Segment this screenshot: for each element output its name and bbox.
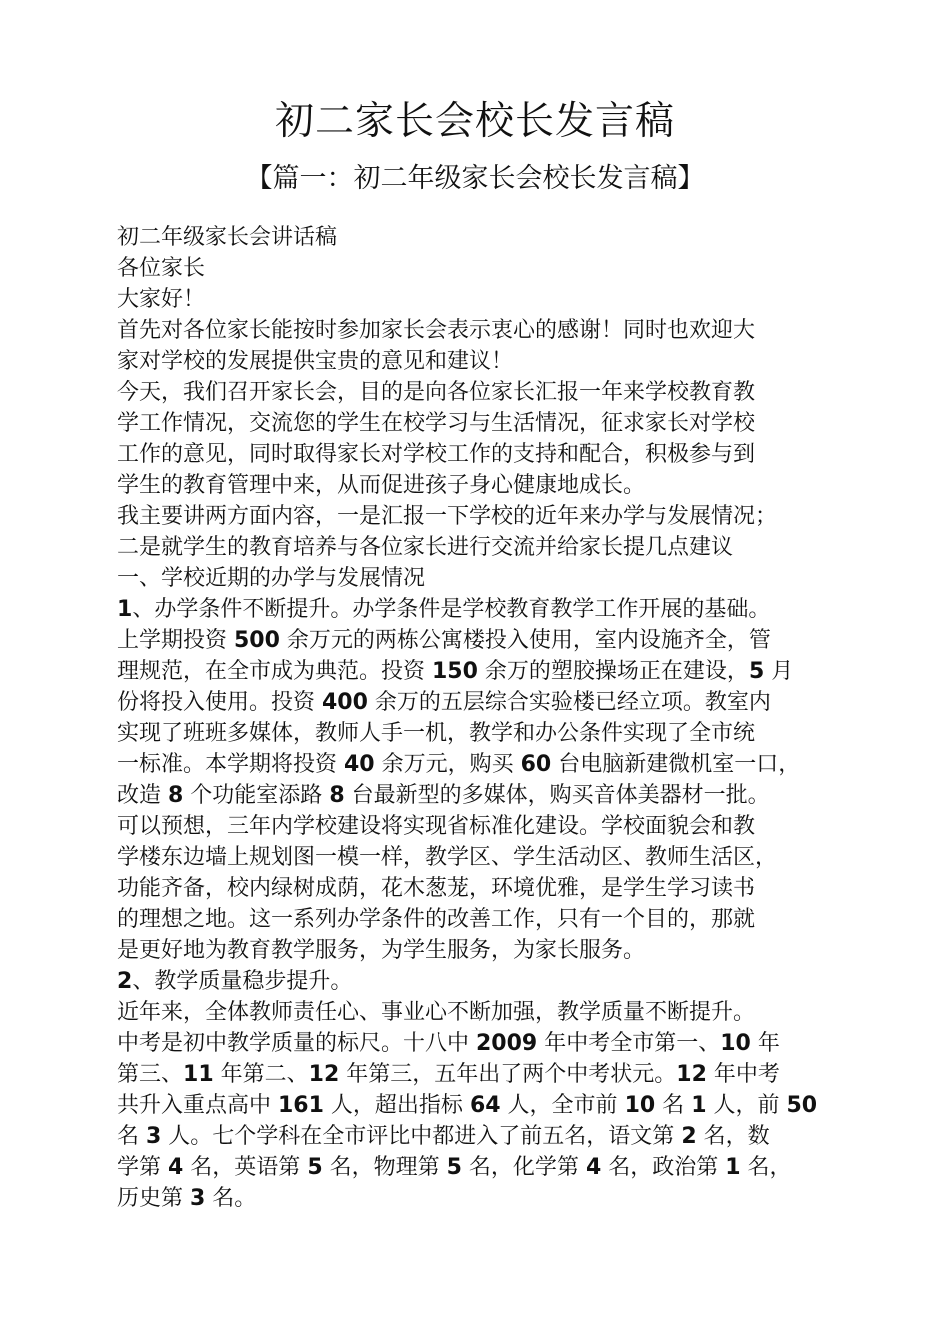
paragraph-line: 中考是初中教学质量的标尺。十八中 2009 年中考全市第一、10 年 xyxy=(117,1031,780,1056)
paragraph-line: 工作的意见，同时取得家长对学校工作的支持和配合，积极参与到 xyxy=(117,442,756,467)
paragraph-line: 首先对各位家长能按时参加家长会表示衷心的感谢！同时也欢迎大 xyxy=(117,318,756,343)
paragraph-line: 1、办学条件不断提升。办学条件是学校教育教学工作开展的基础。 xyxy=(117,597,771,622)
paragraph-line: 一标准。本学期将投资 40 余万元，购买 60 台电脑新建微机室一口， xyxy=(117,752,801,777)
document-subtitle: 【篇一：初二年级家长会校长发言稿】 xyxy=(245,163,705,194)
paragraph-line: 近年来，全体教师责任心、事业心不断加强，教学质量不断提升。 xyxy=(117,1000,756,1025)
paragraph-line: 我主要讲两方面内容，一是汇报一下学校的近年来办学与发展情况； xyxy=(117,504,778,529)
paragraph-line: 历史第 3 名。 xyxy=(117,1186,257,1211)
paragraph-line: 各位家长 xyxy=(117,256,206,281)
paragraph-line: 实现了班班多媒体，教师人手一机，教学和办公条件实现了全市统 xyxy=(117,721,756,746)
document-title: 初二家长会校长发言稿 xyxy=(274,99,675,144)
paragraph-line: 学楼东边墙上规划图一模一样，教学区、学生活动区、教师生活区， xyxy=(117,845,778,870)
paragraph-line: 一、学校近期的办学与发展情况 xyxy=(117,566,426,591)
paragraph-line: 可以预想，三年内学校建设将实现省标准化建设。学校面貌会和教 xyxy=(117,814,756,839)
paragraph-line: 二是就学生的教育培养与各位家长进行交流并给家长提几点建议 xyxy=(117,535,734,560)
paragraph-line: 第三、11 年第二、12 年第三，五年出了两个中考状元。12 年中考 xyxy=(117,1062,780,1087)
paragraph-line: 改造 8 个功能室添路 8 台最新型的多媒体，购买音体美器材一批。 xyxy=(117,783,770,808)
paragraph-line: 是更好地为教育教学服务，为学生服务，为家长服务。 xyxy=(117,938,646,963)
paragraph-line: 理规范，在全市成为典范。投资 150 余万的塑胶操场正在建设，5 月 xyxy=(117,659,794,684)
paragraph-line: 份将投入使用。投资 400 余万的五层综合实验楼已经立项。教室内 xyxy=(117,690,771,715)
paragraph-line: 家对学校的发展提供宝贵的意见和建议！ xyxy=(117,349,514,374)
paragraph-line: 今天，我们召开家长会，目的是向各位家长汇报一年来学校教育教 xyxy=(117,380,756,405)
paragraph-line: 名 3 人。七个学科在全市评比中都进入了前五名，语文第 2 名，数 xyxy=(117,1124,770,1149)
document-body xyxy=(117,222,857,1214)
paragraph-line: 功能齐备，校内绿树成荫，花木葱茏，环境优雅，是学生学习读书 xyxy=(117,876,756,901)
paragraph-line: 的理想之地。这一系列办学条件的改善工作，只有一个目的，那就 xyxy=(117,907,756,932)
paragraph-line: 学工作情况，交流您的学生在校学习与生活情况，征求家长对学校 xyxy=(117,411,756,436)
paragraph-line: 大家好！ xyxy=(117,287,206,312)
paragraph-line: 2、教学质量稳步提升。 xyxy=(117,969,353,994)
paragraph-line: 上学期投资 500 余万元的两栋公寓楼投入使用，室内设施齐全，管 xyxy=(117,628,771,653)
paragraph-line: 学生的教育管理中来，从而促进孩子身心健康地成长。 xyxy=(117,473,646,498)
paragraph-line: 学第 4 名，英语第 5 名，物理第 5 名，化学第 4 名，政治第 1 名， xyxy=(117,1155,792,1180)
paragraph-line: 共升入重点高中 161 人，超出指标 64 人，全市前 10 名 1 人，前 50 xyxy=(117,1093,818,1118)
paragraph-line: 初二年级家长会讲话稿 xyxy=(117,225,338,250)
